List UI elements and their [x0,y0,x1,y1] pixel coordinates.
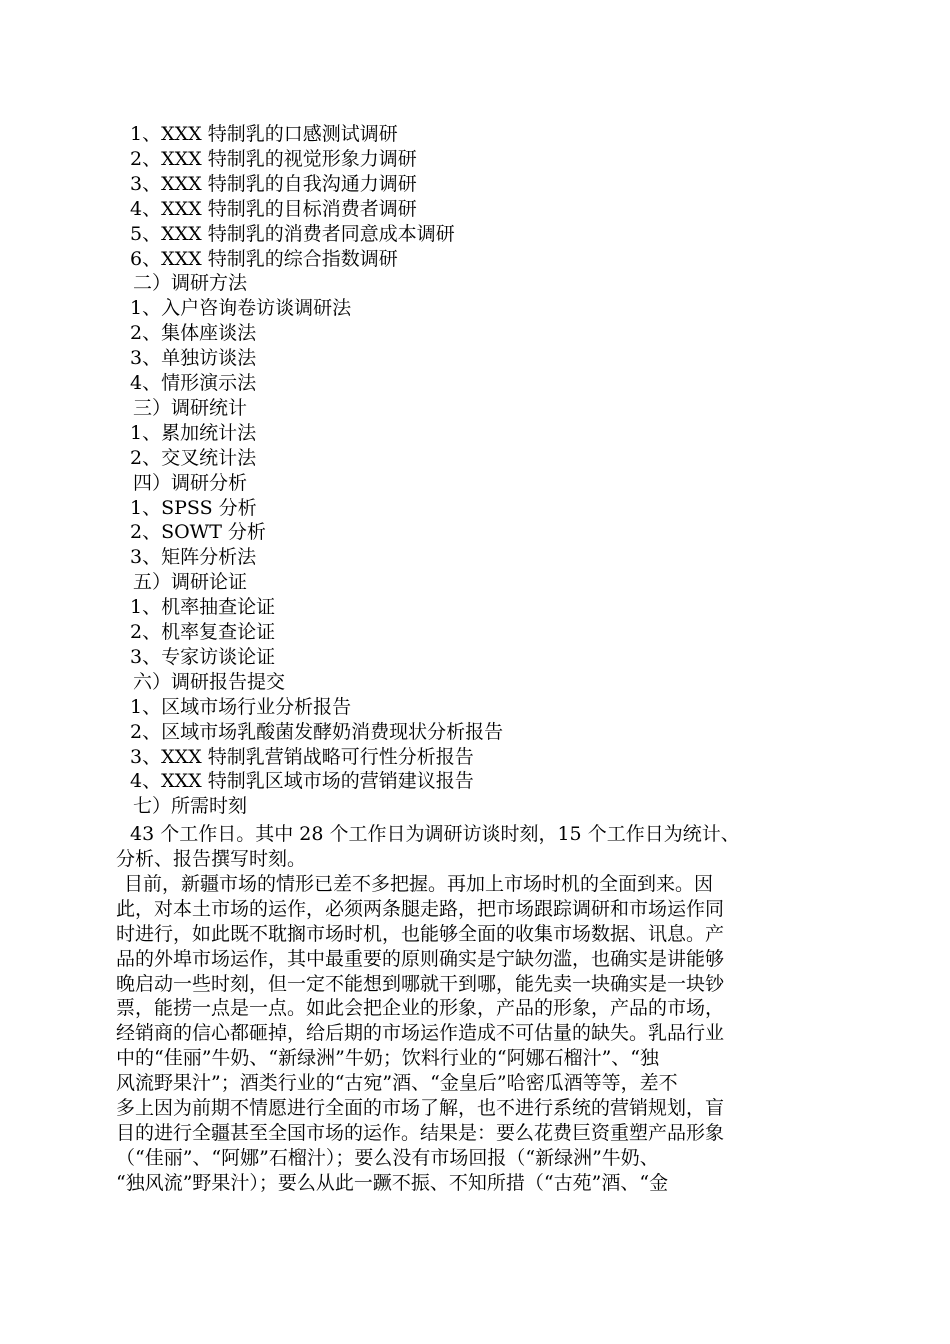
list-item: 2、SOWT 分析 [130,521,266,544]
paragraph-line: （“佳丽”、“阿娜”石榴汁）；要么没有市场回报（“新绿洲”牛奶、 [116,1146,659,1169]
list-item: 3、XXX 特制乳的自我沟通力调研 [130,172,417,195]
list-item: 2、集体座谈法 [130,322,257,345]
list-item: 2、机率复查论证 [130,621,276,643]
paragraph-line: 此，对本土市场的运作，必须两条腿走路，把市场跟踪调研和市场运作同 [116,897,725,920]
paragraph-line: 中的“佳丽”牛奶、“新绿洲”牛奶；饮料行业的“阿娜石榴汁”、“独 [116,1047,659,1070]
section-heading: 二）调研方法 [133,272,248,295]
list-item: 1、区域市场行业分析报告 [130,695,352,718]
list-item: 1、机率抽查论证 [130,596,276,619]
paragraph-line: 风流野果汁”；酒类行业的“古宛”酒、“金皇后”哈密瓜酒等等，差不 [116,1072,678,1095]
list-item: 3、XXX 特制乳营销战略可行性分析报告 [130,745,474,768]
list-item: 5、XXX 特制乳的消费者同意成本调研 [130,222,455,245]
paragraph-line: 目的进行全疆甚至全国市场的运作。结果是：要么花费巨资重塑产品形象 [116,1121,725,1144]
main-paragraph [116,872,836,1196]
list-item: 4、XXX 特制乳区域市场的营销建议报告 [130,770,474,793]
list-item: 6、XXX 特制乳的综合指数调研 [130,247,398,270]
paragraph-line: “独风流”野果汁）；要么从此一蹶不振、不知所措（“古苑”酒、“金 [116,1171,669,1194]
paragraph-line: 目前，新疆市场的情形已差不多把握。再加上市场时机的全面到来。因 [124,873,714,895]
list-item: 2、区域市场乳酸菌发酵奶消费现状分析报告 [130,720,504,743]
paragraph-line: 晚启动一些时刻，但一定不能想到哪就干到哪，能先卖一块确实是一块钞 [116,972,725,995]
list-item: 3、专家访谈论证 [130,645,276,668]
list-item: 3、矩阵分析法 [130,546,257,569]
paragraph-line: 时进行，如此既不耽搁市场时机，也能够全面的收集市场数据、讯息。产 [116,922,725,945]
list-item: 4、XXX 特制乳的目标消费者调研 [130,197,417,220]
paragraph-line: 经销商的信心都砸掉，给后期的市场运作造成不可估量的缺失。乳品行业 [116,1022,725,1045]
paragraph-line: 品的外埠市场运作，其中最重要的原则确实是宁缺勿滥，也确实是讲能够 [116,947,725,970]
paragraph-line: 票，能捞一点是一点。如此会把企业的形象，产品的形象，产品的市场， [116,997,725,1020]
list-item: 1、累加统计法 [130,421,257,444]
timing-paragraph [116,822,850,872]
list-item: 4、情形演示法 [130,372,257,394]
list-item: 1、入户咨询卷访谈调研法 [130,297,352,320]
paragraph-line: 43 个工作日。其中 28 个工作日为调研访谈时刻，15 个工作日为统计、 [130,823,740,845]
paragraph-line: 多上因为前期不情愿进行全面的市场了解，也不进行系统的营销规划，盲 [116,1097,725,1120]
list-item: 2、XXX 特制乳的视觉形象力调研 [130,147,417,170]
paragraph-line: 分析、报告撰写时刻。 [116,847,307,870]
section-heading: 五）调研论证 [133,571,248,594]
list-item: 3、单独访谈法 [130,347,257,370]
list-item: 1、SPSS 分析 [130,496,257,519]
section-heading: 三）调研统计 [133,396,248,419]
list-item: 1、XXX 特制乳的口感测试调研 [130,123,398,145]
section-heading: 四）调研分析 [133,471,248,494]
section-heading: 七）所需时刻 [133,795,248,818]
section-heading: 六）调研报告提交 [133,670,286,693]
list-item: 2、交叉统计法 [130,446,257,469]
